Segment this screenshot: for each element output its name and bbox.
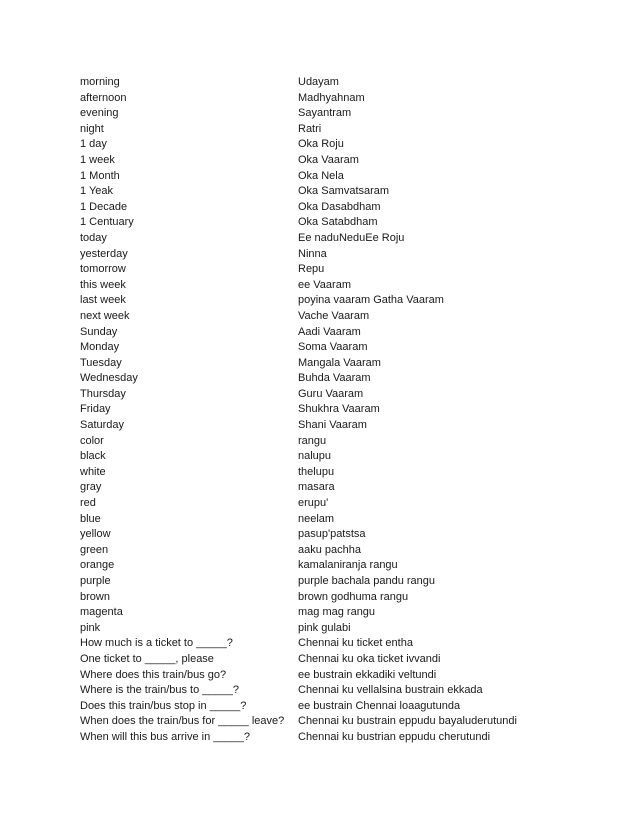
- vocab-row: [80, 512, 540, 528]
- english-term: Monday: [80, 341, 120, 354]
- telugu-translation: Oka Dasabdham: [298, 200, 381, 213]
- vocab-row: [80, 356, 540, 372]
- vocab-row: [80, 480, 540, 496]
- english-term: 1 Month: [80, 169, 120, 182]
- english-term: black: [80, 450, 106, 463]
- vocab-row: [80, 730, 540, 746]
- english-term: green: [80, 543, 109, 556]
- telugu-translation: Ratri: [298, 122, 322, 135]
- telugu-translation: Soma Vaaram: [298, 341, 368, 354]
- telugu-translation: nalupu: [298, 450, 332, 463]
- english-term: How much is a ticket to _____?: [80, 637, 233, 650]
- telugu-translation: brown godhuma rangu: [298, 590, 409, 603]
- vocab-row: [80, 574, 540, 590]
- english-term: evening: [80, 107, 119, 120]
- english-term: Where is the train/bus to _____?: [80, 684, 239, 697]
- telugu-translation: pink gulabi: [298, 621, 351, 634]
- vocabulary-table: [80, 75, 540, 746]
- vocab-row: [80, 418, 540, 434]
- telugu-translation: Sayantram: [298, 107, 352, 120]
- vocab-row: [80, 153, 540, 169]
- english-term: morning: [80, 76, 120, 88]
- vocab-row: [80, 325, 540, 341]
- english-term: brown: [80, 590, 110, 603]
- telugu-translation: Aadi Vaaram: [298, 325, 361, 338]
- english-term: pink: [80, 621, 101, 634]
- english-term: Does this train/bus stop in _____?: [80, 699, 247, 712]
- vocab-row: [80, 169, 540, 185]
- english-term: Friday: [80, 403, 111, 416]
- telugu-translation: Chennai ku bustrian eppudu cherutundi: [298, 730, 491, 743]
- english-term: next week: [80, 309, 130, 322]
- english-term: white: [80, 465, 106, 478]
- english-term: this week: [80, 278, 126, 291]
- vocab-row: [80, 668, 540, 684]
- english-term: 1 Yeak: [80, 185, 114, 198]
- english-term: Wednesday: [80, 372, 138, 385]
- english-term: 1 Centuary: [80, 216, 134, 229]
- vocab-row: [80, 200, 540, 216]
- vocab-row: [80, 309, 540, 325]
- vocab-row: [80, 262, 540, 278]
- english-term: yellow: [80, 528, 111, 541]
- vocab-row: [80, 699, 540, 715]
- vocab-row: [80, 590, 540, 606]
- english-term: 1 day: [80, 138, 107, 151]
- english-term: yesterday: [80, 247, 128, 260]
- vocab-row: [80, 122, 540, 138]
- telugu-translation: Shani Vaaram: [298, 419, 367, 432]
- vocab-row: [80, 215, 540, 231]
- telugu-translation: Guru Vaaram: [298, 387, 364, 400]
- english-term: today: [80, 231, 107, 244]
- vocab-row: [80, 465, 540, 481]
- vocab-row: [80, 636, 540, 652]
- vocab-row: [80, 184, 540, 200]
- telugu-translation: Chennai ku ticket entha: [298, 637, 413, 650]
- english-term: purple: [80, 575, 111, 587]
- vocab-row: [80, 652, 540, 668]
- telugu-translation: Oka Roju: [298, 138, 344, 151]
- vocab-row: [80, 137, 540, 153]
- telugu-translation: ee bustrain ekkadiki veltundi: [298, 668, 437, 681]
- english-term: Tuesday: [80, 356, 122, 369]
- vocab-row: [80, 106, 540, 122]
- telugu-translation: Buhda Vaaram: [298, 372, 371, 385]
- vocab-row: [80, 278, 540, 294]
- telugu-translation: Udayam: [298, 76, 339, 88]
- vocab-row: [80, 621, 540, 637]
- english-term: night: [80, 122, 104, 135]
- telugu-translation: thelupu: [298, 465, 335, 478]
- english-term: Saturday: [80, 419, 125, 432]
- english-term: tomorrow: [80, 263, 126, 276]
- english-term: afternoon: [80, 91, 127, 104]
- telugu-translation: Shukhra Vaaram: [298, 403, 380, 416]
- telugu-translation: Mangala Vaaram: [298, 356, 381, 369]
- vocab-row: [80, 605, 540, 621]
- telugu-translation: Chennai ku bustrain eppudu bayaluderutundi: [298, 715, 517, 728]
- telugu-translation: rangu: [298, 434, 327, 447]
- english-term: One ticket to _____, please: [80, 652, 214, 665]
- vocab-row: [80, 75, 540, 91]
- telugu-translation: ee Vaaram: [298, 278, 351, 291]
- vocab-row: [80, 434, 540, 450]
- vocab-row: [80, 247, 540, 263]
- telugu-translation: Oka Vaaram: [298, 153, 359, 166]
- vocab-row: [80, 91, 540, 107]
- vocab-row: [80, 402, 540, 418]
- telugu-translation: erupu': [298, 497, 329, 510]
- vocab-row: [80, 527, 540, 543]
- telugu-translation: Chennai ku oka ticket ivvandi: [298, 652, 441, 665]
- telugu-translation: mag mag rangu: [298, 606, 376, 619]
- telugu-translation: Vache Vaaram: [298, 309, 370, 322]
- telugu-translation: Oka Samvatsaram: [298, 185, 390, 198]
- telugu-translation: Oka Nela: [298, 169, 344, 182]
- vocab-row: [80, 340, 540, 356]
- telugu-translation: Ninna: [298, 247, 327, 260]
- english-term: color: [80, 434, 104, 447]
- english-term: When does the train/bus for _____ leave?: [80, 715, 285, 728]
- telugu-translation: Ee naduNeduEe Roju: [298, 231, 405, 244]
- english-term: Sunday: [80, 325, 118, 338]
- english-term: last week: [80, 294, 126, 307]
- vocab-row: [80, 496, 540, 512]
- english-term: magenta: [80, 606, 123, 619]
- vocab-row: [80, 449, 540, 465]
- telugu-translation: Repu: [298, 263, 325, 276]
- telugu-translation: purple bachala pandu rangu: [298, 575, 436, 587]
- telugu-translation: Chennai ku vellalsina bustrain ekkada: [298, 684, 483, 697]
- english-term: 1 Decade: [80, 200, 128, 213]
- english-term: blue: [80, 512, 101, 525]
- vocab-row: [80, 293, 540, 309]
- telugu-translation: poyina vaaram Gatha Vaaram: [298, 294, 444, 307]
- english-term: When will this bus arrive in _____?: [80, 730, 250, 743]
- english-term: Thursday: [80, 387, 126, 400]
- english-term: red: [80, 497, 96, 510]
- telugu-translation: neelam: [298, 512, 335, 525]
- telugu-translation: pasup'patstsa: [298, 528, 366, 541]
- telugu-translation: Madhyahnam: [298, 91, 365, 104]
- vocab-row: [80, 543, 540, 559]
- vocab-row: [80, 387, 540, 403]
- vocab-row: [80, 371, 540, 387]
- vocab-row: [80, 714, 540, 730]
- english-term: gray: [80, 481, 102, 494]
- english-term: orange: [80, 559, 115, 572]
- telugu-translation: masara: [298, 481, 335, 494]
- telugu-translation: Oka Satabdham: [298, 216, 378, 229]
- vocab-row: [80, 231, 540, 247]
- telugu-translation: ee bustrain Chennai loaagutunda: [298, 699, 461, 712]
- telugu-translation: aaku pachha: [298, 543, 361, 556]
- vocab-row: [80, 558, 540, 574]
- vocab-row: [80, 683, 540, 699]
- english-term: 1 week: [80, 153, 115, 166]
- telugu-translation: kamalaniranja rangu: [298, 559, 398, 572]
- english-term: Where does this train/bus go?: [80, 668, 227, 681]
